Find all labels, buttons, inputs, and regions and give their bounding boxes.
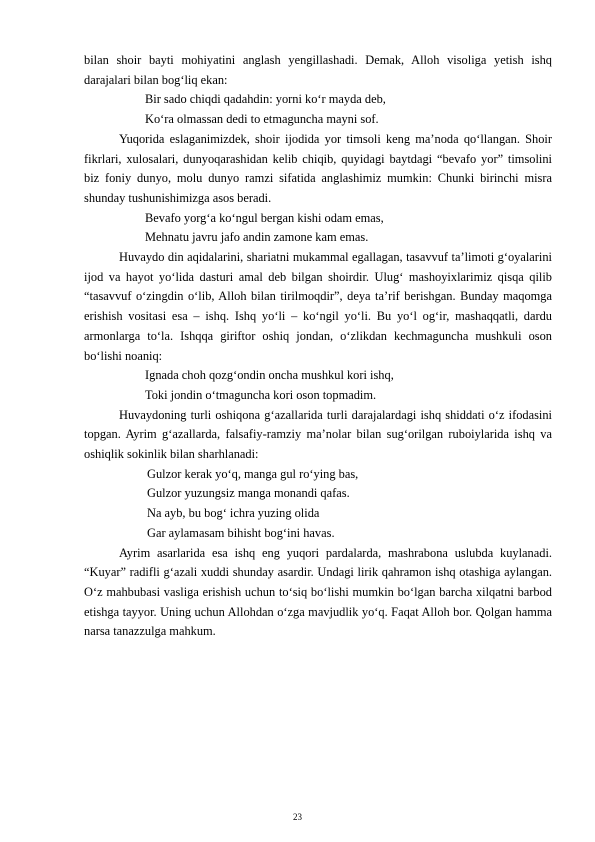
- page-body: [84, 51, 552, 642]
- verse-line: Na ayb, bu bog‘ ichra yuzing olida: [147, 506, 320, 521]
- paragraph-5: Ayrim asarlarida esa ishq eng yuqori pardalarda, mashrabona uslubda kuylanadi. “Kuyar” radifli g‘azali xuddi shunday asardir. Undagi lirik qahramon ishq otashiga aylangan. O‘z mahbubasi vasliga erishish uchun to‘siq bo‘lishi mumkin bo‘lgan barcha xilqatni barbod etishga tayyor. Uning uchun Allohdan o‘zga mavjudlik yo‘q. Faqat Alloh bor. Qolgan hamma narsa tanazzulga mahkum.: [84, 545, 552, 639]
- verse-line: Bir sado chiqdi qadahdin: yorni ko‘r mayda deb,: [145, 92, 386, 107]
- verse-line: Gulzor kerak yo‘q, manga gul ro‘ying bas,: [147, 466, 359, 481]
- verse-line: Ignada choh qozg‘ondin oncha mushkul kori ishq,: [145, 368, 394, 383]
- verse-line: Mehnatu javru jafo andin zamone kam emas.: [145, 230, 369, 245]
- paragraph-1: bilan shoir bayti mohiyatini anglash yengillashadi. Demak, Alloh visoliga yetish ishq darajalari bilan bog‘liq ekan:: [84, 53, 552, 87]
- paragraph-4: Huvaydoning turli oshiqona g‘azallarida turli darajalardagi ishq shiddati o‘z ifodasini topgan. Ayrim g‘azallarda, falsafiy-ramziy ma’nolar bilan sug‘orilgan ruboiylarida ishq va oshiqlik sokinlik bilan sharhlanadi:: [84, 407, 552, 462]
- verse-block-2: [84, 209, 552, 248]
- verse-block-1: [84, 90, 552, 129]
- verse-line: Ko‘ra olmassan dedi to etmaguncha mayni sof.: [145, 112, 379, 127]
- verse-line: Gulzor yuzungsiz manga monandi qafas.: [147, 486, 350, 501]
- verse-block-4: [84, 465, 552, 544]
- paragraph-2: Yuqorida eslaganimizdek, shoir ijodida yor timsoli keng ma’noda qo‘llangan. Shoir fikrlari, xulosalari, dunyoqarashidan kelib chiqib, quyidagi baytdagi “bevafo yor” timsolini biz foniy dunyo, molu dunyo ramzi sifatida anglashimiz mumkin: Chunki birinchi misra shunday tushunishimizga asos beradi.: [84, 131, 552, 205]
- verse-line: Toki jondin o‘tmaguncha kori oson topmadim.: [145, 387, 377, 402]
- verse-block-3: [84, 366, 552, 405]
- verse-line: Bevafo yorg‘a ko‘ngul bergan kishi odam emas,: [145, 210, 384, 225]
- page-number: 23: [293, 812, 302, 822]
- verse-line: Gar aylamasam bihisht bog‘ini havas.: [147, 525, 335, 540]
- paragraph-3: Huvaydo din aqidalarini, shariatni mukammal egallagan, tasavvuf ta’limoti g‘oyalarini ijod va hayot yo‘lida dasturi amal deb bilgan shoirdir. Ulug‘ mashoyixlarimiz qisqa qilib “tasavvuf o‘zingdin o‘lib, Alloh bilan tirilmoqdir”, deya ta’rif berishgan. Bunday maqomga erishish vositasi esa – ishq. Ishq yo‘li – ko‘ngil yo‘li. Bu yo‘l og‘ir, mashaqqatli, dardu armonlarga to‘la. Ishqqa giriftor oshiq jondan, o‘zlikdan kechmaguncha mushkuli oson bo‘lishi noaniq:: [84, 250, 552, 363]
